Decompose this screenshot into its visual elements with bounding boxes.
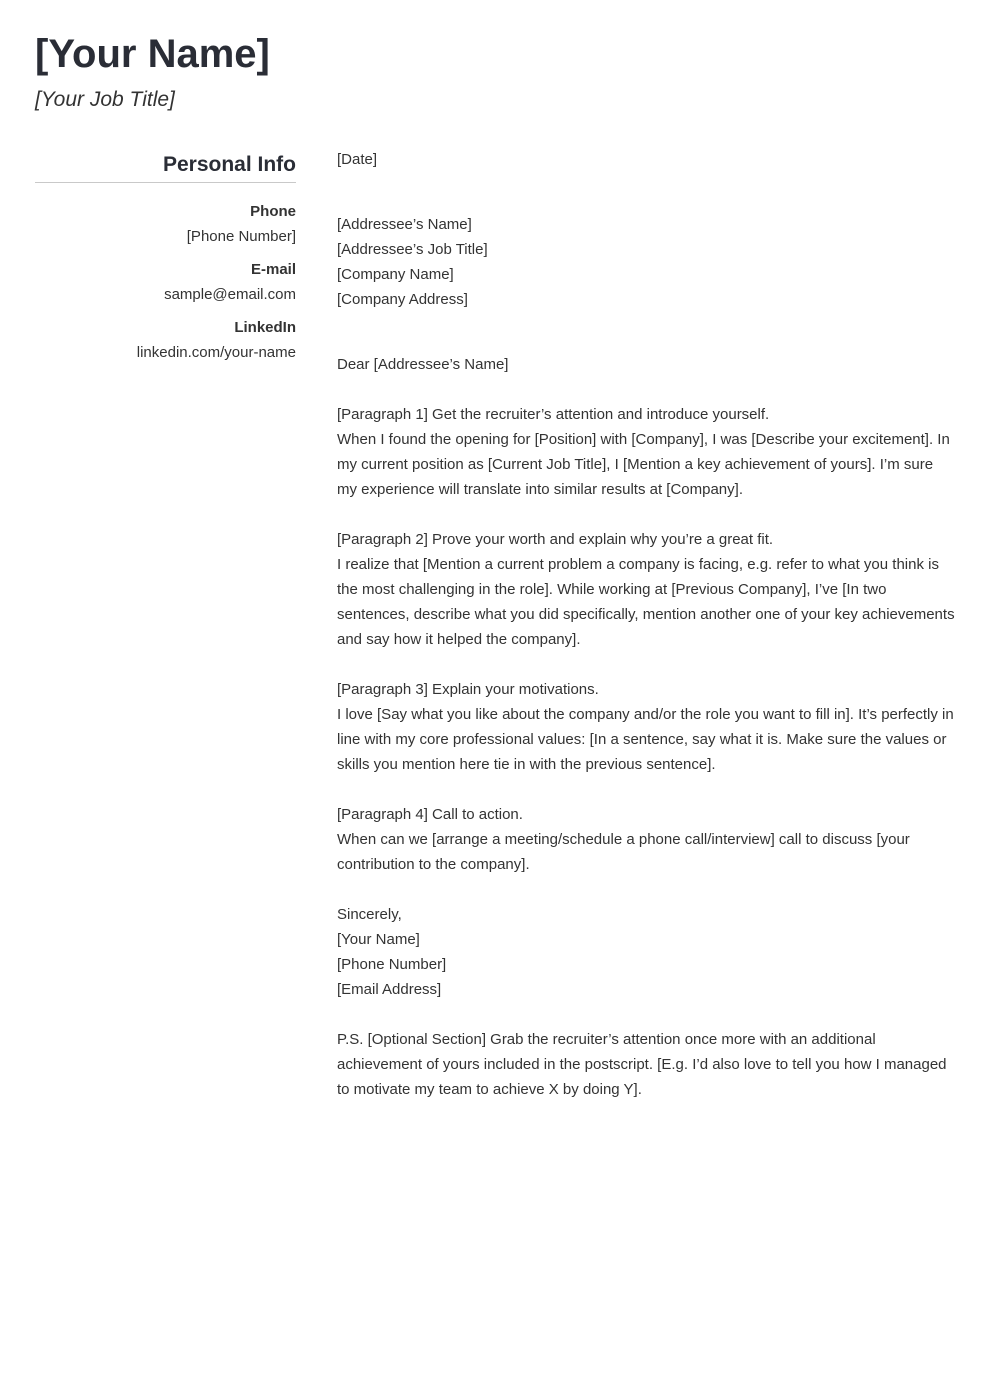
email-label: E-mail — [250, 261, 296, 278]
paragraph-heading: [Paragraph 2] Prove your worth and explain why you’re a great fit. — [337, 531, 774, 548]
paragraph-body: When can we [arrange a meeting/schedule a phone call/interview] call to discuss [your contribution to the company]. — [337, 831, 910, 873]
addressee-job-title: [Addressee’s Job Title] — [337, 241, 488, 258]
applicant-job-title: [Your Job Title] — [35, 88, 175, 111]
paragraph-body: I love [Say what you like about the company and/or the role you want to fill in]. It’s perfectly in line with my core professional values: [In a sentence, say what it is. Make sure the values or skills you mention here tie in with the previous sentence]. — [337, 706, 954, 773]
addressee-block — [337, 212, 957, 312]
paragraph-heading: [Paragraph 4] Call to action. — [337, 806, 523, 823]
phone-value: [Phone Number] — [186, 228, 296, 245]
paragraph-body: I realize that [Mention a current problem a company is facing, e.g. refer to what you think is the most challenging in the role]. While working at [Previous Company], I’ve [In two sentences, describe what you did specifically, mention another one of your key achievements and say how it helped the company]. — [337, 556, 955, 648]
linkedin-info — [35, 315, 296, 365]
resume-header — [35, 30, 955, 114]
paragraph-1 — [337, 402, 957, 502]
paragraph-body: When I found the opening for [Position] with [Company], I was [Describe your excitement]. In my current position as [Current Job Title], I [Mention a key achievement of yours]. I’m sure my experience will translate into similar results at [Company]. — [337, 431, 950, 498]
closing-sincerely: Sincerely, — [337, 906, 402, 923]
personal-info-heading: Personal Info — [35, 150, 296, 183]
email-info — [35, 257, 296, 307]
postscript: P.S. [Optional Section] Grab the recruiter’s attention once more with an additional achievement of yours included in the postscript. [E.g. I’d also love to tell you how I managed to motivate my team to achieve X by doing Y]. — [337, 1031, 947, 1098]
closing-phone: [Phone Number] — [337, 956, 447, 973]
letter-date: [Date] — [337, 151, 378, 168]
paragraph-heading: [Paragraph 1] Get the recruiter’s attention and introduce yourself. — [337, 406, 770, 423]
email-value: sample@email.com — [164, 286, 296, 303]
phone-label: Phone — [250, 203, 296, 220]
closing-name: [Your Name] — [337, 931, 420, 948]
paragraph-2 — [337, 527, 957, 652]
applicant-name: [Your Name] — [35, 32, 270, 76]
linkedin-label: LinkedIn — [234, 319, 296, 336]
company-address: [Company Address] — [337, 291, 468, 308]
closing-email: [Email Address] — [337, 981, 442, 998]
cover-letter-body — [337, 147, 957, 1102]
salutation: Dear [Addressee’s Name] — [337, 356, 509, 373]
linkedin-value: linkedin.com/your-name — [136, 344, 296, 361]
closing-block — [337, 902, 957, 1002]
personal-info-sidebar — [35, 150, 296, 365]
paragraph-3 — [337, 677, 957, 777]
addressee-name: [Addressee’s Name] — [337, 216, 472, 233]
phone-info — [35, 199, 296, 249]
paragraph-heading: [Paragraph 3] Explain your motivations. — [337, 681, 599, 698]
company-name: [Company Name] — [337, 266, 454, 283]
paragraph-4 — [337, 802, 957, 877]
